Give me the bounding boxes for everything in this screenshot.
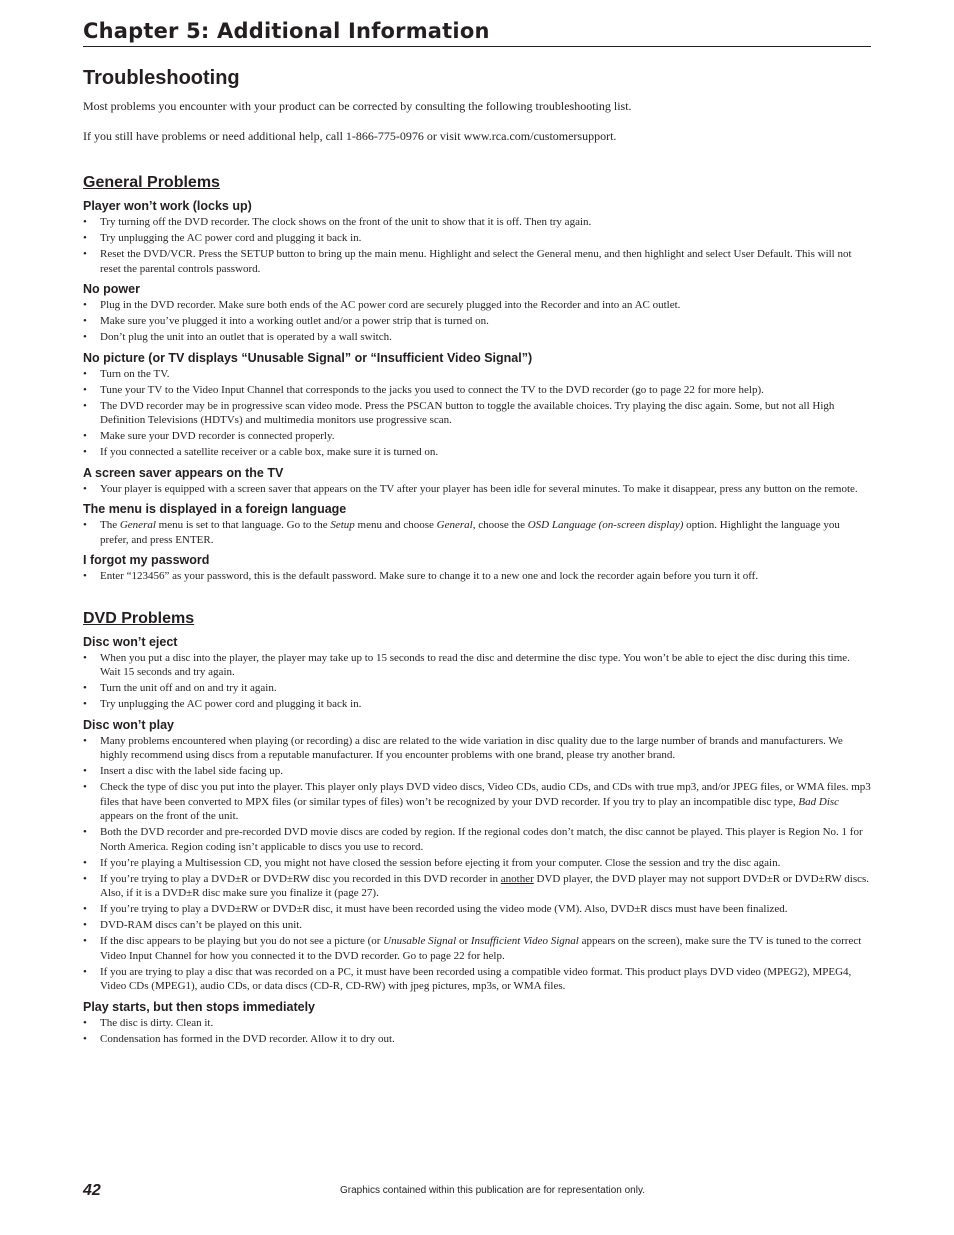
problem-group	[83, 1000, 871, 1047]
bullet-icon: •	[83, 299, 87, 311]
solution-item	[83, 445, 871, 460]
solution-list	[83, 518, 871, 547]
solution-item	[83, 569, 871, 584]
problem-title: Play starts, but then stops immediately	[83, 999, 316, 1014]
solution-item	[83, 482, 871, 497]
solution-item	[83, 429, 871, 444]
problem-title: No picture (or TV displays “Unusable Signal” or “Insufficient Video Signal”)	[83, 350, 533, 365]
bullet-icon: •	[83, 216, 87, 228]
section-heading-general: General Problems	[83, 174, 220, 191]
problem-title: Disc won’t play	[83, 717, 174, 732]
solution-text: If you connected a satellite receiver or a cable box, make sure it is turned on.	[100, 446, 439, 458]
solution-text: Many problems encountered when playing (or recording) a disc are related to the wide variation in disc quality due to the large number of brands and manufacturers. We highly recommend using discs from a reputable manufacturer. If you encounter problems with one brand, please try another brand.	[100, 734, 843, 761]
bullet-icon: •	[83, 935, 87, 947]
section-heading-dvd: DVD Problems	[83, 609, 195, 627]
intro-paragraph: If you still have problems or need additional help, call 1-866-775-0976 or visit www.rca.com/customersupport.	[83, 129, 617, 143]
general-problem-groups	[83, 199, 871, 584]
bullet-icon: •	[83, 651, 87, 664]
solution-text: Don’t plug the unit into an outlet that is operated by a wall switch.	[100, 331, 392, 343]
solution-item	[83, 1032, 871, 1047]
solution-item	[83, 399, 871, 428]
intro-paragraph: Most problems you encounter with your product can be corrected by consulting the following troubleshooting list.	[83, 99, 632, 113]
solution-item	[83, 1016, 871, 1031]
solution-item	[83, 780, 871, 824]
dvd-problem-groups	[83, 635, 871, 1047]
solution-list	[83, 734, 871, 994]
chapter-heading: Chapter 5: Additional Information	[83, 18, 871, 47]
solution-text: Try turning off the DVD recorder. The clock shows on the front of the unit to show that it is off. Then try again.	[100, 216, 592, 228]
bullet-icon: •	[83, 1016, 87, 1029]
problem-title: I forgot my password	[83, 553, 210, 567]
solution-text: Make sure you’ve plugged it into a working outlet and/or a power strip that is turned on.	[100, 315, 489, 327]
solution-item	[83, 902, 871, 917]
solution-item	[83, 734, 871, 763]
solution-item	[83, 367, 871, 382]
solution-text: Enter “123456” as your password, this is the default password. Make sure to change it to a new one and lock the recorder again before you turn it off.	[100, 570, 759, 582]
solution-item	[83, 965, 871, 994]
solution-text: If the disc appears to be playing but you do not see a picture (or Unusable Signal or Insufficient Video Signal appears on the screen), make sure the TV is tuned to the correct Video Input Channel for how you connected it to the DVD recorder. Go to page 22 for help.	[100, 935, 862, 962]
solution-item	[83, 651, 871, 680]
solution-text: Try unplugging the AC power cord and plugging it back in.	[100, 232, 362, 244]
bullet-icon: •	[83, 430, 87, 442]
solution-text: Tune your TV to the Video Input Channel that corresponds to the jacks you used to connect the TV to the DVD recorder (go to page 22 for more help).	[100, 383, 764, 396]
solution-text: Try unplugging the AC power cord and plugging it back in.	[100, 698, 362, 710]
problem-title: The menu is displayed in a foreign language	[83, 502, 347, 516]
solution-item	[83, 330, 871, 345]
solution-text: The disc is dirty. Clean it.	[100, 1016, 214, 1029]
solution-text: If you’re playing a Multisession CD, you might not have closed the session before ejecting it from your computer. Close the session and try the disc again.	[100, 856, 781, 869]
solution-text: The General menu is set to that language. Go to the Setup menu and choose General, choose the OSD Language (on-screen display) option. Highlight the language you prefer, and press ENTER.	[100, 519, 840, 546]
solution-text: Reset the DVD/VCR. Press the SETUP button to bring up the main menu. Highlight and select the General menu, and then highlight and select User Default. This will not reset the parental controls password.	[100, 248, 852, 275]
solution-item	[83, 383, 871, 398]
problem-group	[83, 718, 871, 994]
solution-text: Both the DVD recorder and pre-recorded DVD movie discs are coded by region. If the regional codes don’t match, the disc cannot be played. This player is Region No. 1 for North America. Region coding isn’t applicable to discs you use to record.	[100, 826, 863, 853]
solution-text: If you are trying to play a disc that was recorded on a PC, it must have been recorded using a compatible video format. This product plays DVD video (MPEG2), MPEG4, Video CDs (MPEG1), audio CDs, or data discs (CD-R, CD-RW) with jpeg pictures, mp3s, or WMA files.	[100, 965, 852, 992]
solution-item	[83, 231, 871, 246]
problem-group	[83, 199, 871, 276]
solution-text: If you’re trying to play a DVD±RW or DVD±R disc, it must have been recorded using the video mode (VM). Also, DVD±R discs must have been finalized.	[100, 903, 788, 915]
solution-list	[83, 482, 871, 497]
problem-title: A screen saver appears on the TV	[83, 465, 284, 480]
bullet-icon: •	[83, 826, 87, 838]
bullet-icon: •	[83, 965, 87, 978]
solution-item	[83, 681, 871, 696]
bullet-icon: •	[83, 903, 87, 915]
solution-item	[83, 764, 871, 779]
solution-text: Make sure your DVD recorder is connected properly.	[100, 430, 335, 442]
page-number: 42	[83, 1182, 101, 1199]
bullet-icon: •	[83, 331, 87, 343]
bullet-icon: •	[83, 383, 87, 396]
bullet-icon: •	[83, 698, 87, 710]
solution-text: Turn on the TV.	[100, 367, 170, 380]
solution-text: Plug in the DVD recorder. Make sure both ends of the AC power cord are securely plugged into the Recorder and into an AC outlet.	[100, 299, 681, 311]
footer-note: Graphics contained within this publication are for representation only.	[340, 1185, 645, 1196]
page-title: Troubleshooting	[83, 67, 240, 89]
problem-group	[83, 282, 871, 345]
solution-item	[83, 298, 871, 313]
problem-group	[83, 635, 871, 712]
solution-item	[83, 697, 871, 712]
solution-item	[83, 934, 871, 963]
solution-text: Your player is equipped with a screen saver that appears on the TV after your player has been idle for several minutes. To make it disappear, press any button on the remote.	[100, 482, 858, 495]
bullet-icon: •	[83, 315, 87, 327]
bullet-icon: •	[83, 1032, 87, 1045]
bullet-icon: •	[83, 519, 87, 531]
solution-item	[83, 856, 871, 871]
bullet-icon: •	[83, 399, 87, 412]
bullet-icon: •	[83, 446, 87, 458]
solution-text: DVD-RAM discs can’t be played on this unit.	[100, 919, 303, 931]
solution-text: When you put a disc into the player, the player may take up to 15 seconds to read the disc and determine the disc type. You won’t be able to eject the disc during this time. Wait 15 seconds and try again.	[100, 651, 850, 678]
solution-item	[83, 518, 871, 547]
solution-text: Check the type of disc you put into the player. This player only plays DVD video discs, Video CDs, audio CDs, and CDs with true mp3, and/or JPEG files, or WMA files. mp3 files that have been converted to MPX files (or similar types of files) won’t be recognized by your DVD recorder. If you try to play an incompatible disc type, Bad Disc appears on the front of the unit.	[100, 781, 871, 822]
bullet-icon: •	[83, 482, 87, 495]
bullet-icon: •	[83, 919, 87, 931]
solution-list	[83, 215, 871, 276]
solution-item	[83, 825, 871, 854]
problem-group	[83, 351, 871, 460]
problem-title: Player won’t work (locks up)	[83, 199, 252, 213]
solution-item	[83, 314, 871, 329]
problem-group	[83, 553, 871, 584]
problem-group	[83, 502, 871, 547]
bullet-icon: •	[83, 872, 87, 885]
solution-item	[83, 247, 871, 276]
solution-list	[83, 651, 871, 712]
page	[83, 18, 871, 1048]
solution-list	[83, 569, 871, 584]
bullet-icon: •	[83, 367, 87, 380]
solution-text: If you’re trying to play a DVD±R or DVD±RW disc you recorded in this DVD recorder in another DVD player, the DVD player may not support DVD±R or DVD±RW discs. Also, if it is a DVD±R disc make sure you finalize it (page 27).	[100, 872, 870, 899]
bullet-icon: •	[83, 781, 87, 793]
solution-text: Condensation has formed in the DVD recorder. Allow it to dry out.	[100, 1032, 395, 1045]
bullet-icon: •	[83, 682, 87, 694]
solution-text: Insert a disc with the label side facing up.	[100, 765, 283, 777]
bullet-icon: •	[83, 765, 87, 777]
solution-item	[83, 215, 871, 230]
bullet-icon: •	[83, 734, 87, 747]
bullet-icon: •	[83, 248, 87, 260]
solution-list	[83, 1016, 871, 1047]
bullet-icon: •	[83, 232, 87, 244]
solution-text: The DVD recorder may be in progressive scan video mode. Press the PSCAN button to toggle the available choices. Try playing the disc again. Some, but not all High Definition Televisions (HDTVs) and multimedia monitors use progressive scan.	[100, 399, 835, 426]
dvd-problems-section	[83, 609, 871, 1047]
general-problems-section	[83, 173, 871, 584]
solution-list	[83, 298, 871, 345]
bullet-icon: •	[83, 856, 87, 869]
solution-item	[83, 918, 871, 933]
solution-list	[83, 367, 871, 460]
solution-text: Turn the unit off and on and try it again.	[100, 682, 277, 694]
problem-group	[83, 466, 871, 497]
solution-item	[83, 872, 871, 901]
bullet-icon: •	[83, 570, 87, 582]
problem-title: Disc won’t eject	[83, 634, 178, 649]
problem-title: No power	[83, 282, 140, 296]
